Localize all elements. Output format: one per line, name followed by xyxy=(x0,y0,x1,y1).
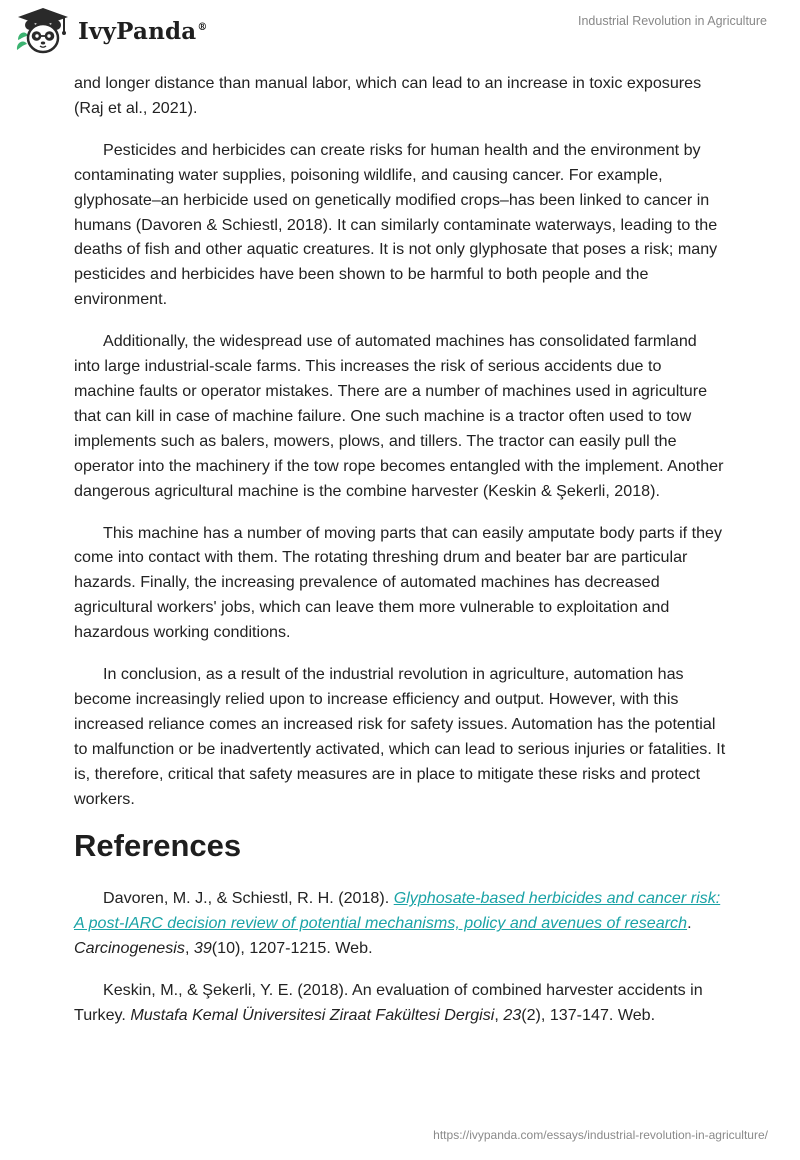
page-header xyxy=(0,0,800,70)
reference-1-title-link[interactable]: Glyphosate-based herbicides and cancer risk: A post-IARC decision review of potential mechanisms, policy and avenues of research xyxy=(74,889,721,933)
ivypanda-logo[interactable] xyxy=(14,6,208,56)
paragraph-1: and longer distance than manual labor, which can lead to an increase in toxic exposures (Raj et al., 2021). xyxy=(74,74,702,117)
reference-2-volume: 23 xyxy=(503,1006,522,1025)
paragraph-2: Pesticides and herbicides can create risks for human health and the environment by contaminating water supplies, poisoning wildlife, and causing cancer. For example, glyphosate–an herbicide used on genetically modified crops–has been linked to cancer in humans (Davoren & Schiestl, 2018). It can similarly contaminate waterways, leading to the deaths of fish and other aquatic creatures. It is not only glyphosate that poses a risk; many pesticides and herbicides have been shown to be harmful to both people and the environment. xyxy=(74,140,718,309)
panda-graduate-icon xyxy=(14,6,72,56)
reference-1-rest: (10), 1207-1215. Web. xyxy=(211,939,373,958)
reference-1-sep: , xyxy=(184,939,194,958)
reference-1-authors: Davoren, M. J., & Schiestl, R. H. (2018). xyxy=(103,889,394,908)
paragraph-3: Additionally, the widespread use of automated machines has consolidated farmland into large industrial-scale farms. This increases the risk of serious accidents due to machine faults or operator mistakes. There are a number of machines used in agriculture that can kill in case of machine failure. One such machine is a tractor often used to tow implements such as balers, mowers, plows, and tillers. The tractor can easily pull the operator into the machinery if the tow rope becomes entangled with the implement. Another dangerous agricultural machine is the combine harvester (Keskin & Şekerli, 2018). xyxy=(74,332,724,500)
reference-2-rest: (2), 137-147. Web. xyxy=(521,1006,656,1025)
essay-body xyxy=(74,71,726,1045)
footer-url[interactable]: https://ivypanda.com/essays/industrial-revolution-in-agriculture/ xyxy=(433,1128,768,1142)
document-title: Industrial Revolution in Agriculture xyxy=(578,14,767,28)
reference-2-journal: Mustafa Kemal Üniversitesi Ziraat Fakültesi Dergisi xyxy=(130,1006,495,1025)
paragraph-4: This machine has a number of moving parts that can easily amputate body parts if they come into contact with them. The rotating threshing drum and beater bar are particular hazards. Finally, the increasing prevalence of automated machines has decreased agricultural workers' jobs, which can leave them more vulnerable to exploitation and hazardous working conditions. xyxy=(74,523,723,642)
reference-2-authors: Keskin, M., & Şekerli, Y. E. (2018). An evaluation of combined harvester accidents in Turkey. xyxy=(74,981,703,1025)
paragraph-5: In conclusion, as a result of the industrial revolution in agriculture, automation has become increasingly relied upon to increase efficiency and output. However, with this increased reliance comes an increased risk for safety issues. Automation has the potential to malfunction or be inadvertently activated, which can lead to serious injuries or fatalities. It is, therefore, critical that safety measures are in place to mitigate these risks and protect workers. xyxy=(74,665,726,808)
reference-1-punct: . xyxy=(687,914,692,933)
brand-name: IvyPanda® xyxy=(78,17,208,45)
reference-1-journal: Carcinogenesis xyxy=(74,939,185,958)
reference-item-2 xyxy=(74,978,726,1028)
reference-1-volume: 39 xyxy=(193,939,212,958)
reference-item-1 xyxy=(74,886,726,961)
references-heading: References xyxy=(74,828,242,864)
reference-2-sep: , xyxy=(494,1006,504,1025)
